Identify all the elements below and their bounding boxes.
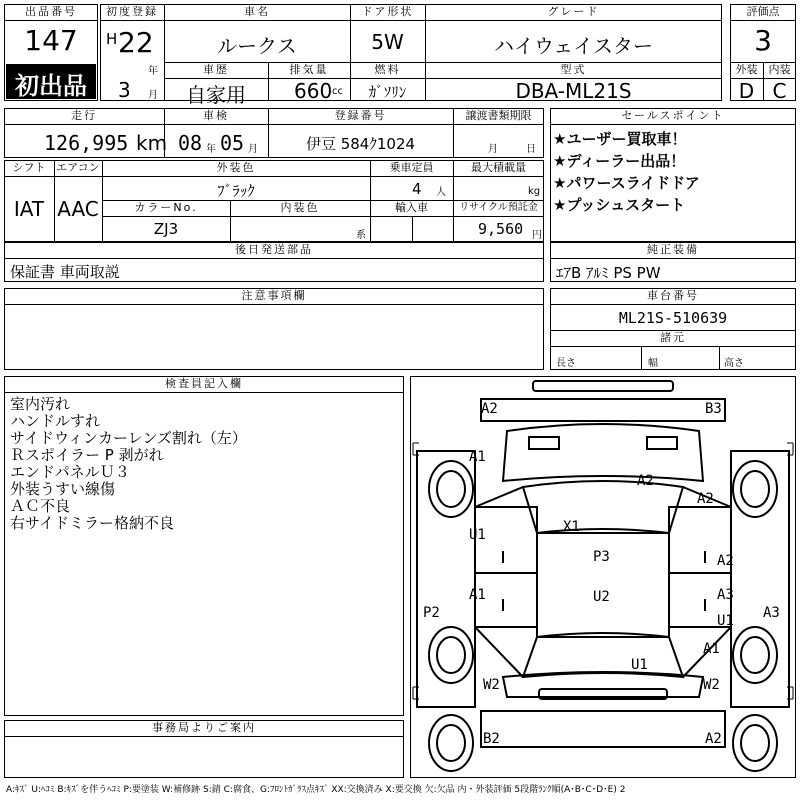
chassis-number: ML21S-510639: [618, 309, 728, 327]
score-label: 評価点: [746, 5, 780, 18]
damage-right-rear-quarter: A1: [703, 641, 720, 657]
color-number: ZJ3: [153, 220, 179, 238]
selling-point: ★パワースライドドア: [553, 174, 700, 192]
displacement-label: 排気量: [289, 63, 329, 76]
dimensions-label: 諸元: [660, 331, 686, 344]
door-type-label: ドア形状: [361, 5, 414, 18]
exterior-color-label: 外装色: [216, 161, 256, 174]
damage-rear-right: A2: [705, 731, 722, 747]
exterior-grade: D: [738, 79, 755, 103]
inspector-note: ＡＣ不良: [10, 497, 71, 515]
length-label: 長さ: [556, 358, 576, 369]
registration-month-unit: 月: [148, 90, 158, 101]
inspector-note: ハンドルすれ: [10, 412, 101, 430]
damage-front-left: A2: [481, 401, 498, 417]
inspector-note: 右サイドミラー格納不良: [10, 514, 174, 532]
damage-front-right: B3: [705, 401, 722, 417]
transfer-deadline-label: 譲渡書類期限: [465, 109, 532, 122]
transfer-month-unit: 月: [488, 144, 498, 155]
grade-label: グレード: [547, 5, 600, 18]
car-name-label: 車名: [244, 5, 270, 18]
inspection-year: 08: [178, 131, 203, 155]
inspector-note: エンドパネルＵ３: [10, 463, 130, 481]
model-label: 型式: [560, 63, 587, 76]
import-label: 輸入車: [395, 201, 428, 214]
selling-point: ★プッシュスタート: [553, 196, 686, 214]
chassis-number-label: 車台番号: [647, 289, 699, 302]
damage-diagram: [410, 376, 796, 778]
inspector-notes: [10, 396, 247, 532]
damage-left-front-door: U1: [469, 527, 486, 543]
damage-right-rear-wheel: W2: [703, 677, 720, 693]
shift-type: IAT: [13, 197, 45, 221]
fuel: ｶﾞｿﾘﾝ: [368, 83, 407, 101]
first-registration-label: 初度登録: [106, 5, 158, 18]
overall-score: 3: [754, 24, 772, 57]
damage-right-rear-door-bottom: U1: [717, 613, 734, 629]
later-parts-value: 保証書 車両取説: [10, 263, 120, 281]
inspection-month-unit: 月: [248, 144, 258, 155]
transfer-day-unit: 日: [526, 144, 536, 155]
recycle-deposit-label: リサイクル預託金: [459, 202, 538, 213]
damage-hood-right: A2: [637, 473, 654, 489]
caution-label: 注意事項欄: [241, 289, 307, 302]
damage-left-rear-wheel: W2: [483, 677, 500, 693]
damage-windshield: X1: [563, 519, 580, 535]
inspector-note: 外装うすい線傷: [10, 480, 116, 498]
height-label: 高さ: [724, 358, 744, 369]
damage-left-rear-door: A1: [469, 587, 486, 603]
width-label: 幅: [648, 358, 658, 369]
later-parts-label: 後日発送部品: [235, 243, 313, 256]
registration-month: 3: [118, 78, 131, 102]
damage-right-rear-door-top: A3: [717, 587, 734, 603]
aircon-label: エアコン: [56, 161, 100, 174]
max-load-unit: kg: [528, 186, 541, 197]
selling-point: ★ディーラー出品！: [553, 152, 686, 170]
aircon-type: AAC: [57, 197, 99, 221]
lot-number: 147: [24, 24, 78, 57]
interior-grade: C: [772, 79, 787, 103]
interior-color-unit: 系: [356, 230, 366, 241]
displacement: 660: [294, 79, 333, 103]
vehicle-history: 自家用: [186, 83, 246, 107]
inspector-note: 室内汚れ: [10, 395, 71, 413]
damage-legend: A:ｷｽﾞ U:ﾍｺﾐ B:ｷｽﾞを伴うﾍｺﾐ P:要塗装 W:補修跡 S:錆 C:腐食、G:ﾌﾛﾝﾄｶﾞﾗｽ点ｷｽﾞ XX:交換済み X:要交換 欠:欠品 内・外装評価 5段階ﾗﾝｸ順(A･B･C･D･E) 2: [6, 785, 626, 795]
seating-capacity-unit: 人: [436, 187, 446, 198]
inspection-year-unit: 年: [206, 144, 216, 155]
capacity-label: 乗車定員: [389, 161, 434, 174]
max-load-label: 最大積載量: [471, 161, 526, 174]
fuel-label: 燃料: [374, 63, 401, 76]
damage-left-side: P2: [423, 605, 440, 621]
damage-rear-left: B2: [483, 731, 500, 747]
car-outline: [411, 377, 795, 777]
registration-plate: 伊豆 584ｸ1024: [305, 135, 416, 153]
selling-points-label: セールスポイント: [621, 109, 725, 122]
displacement-unit: cc: [332, 86, 343, 97]
exterior-label: 外装: [735, 63, 758, 76]
lot-number-label: 出品番号: [25, 5, 77, 18]
mileage: 126,995: [44, 131, 129, 155]
selling-point: ★ユーザー買取車！: [553, 130, 687, 148]
inspection-label: 車検: [203, 109, 229, 122]
damage-hood-left: A1: [469, 449, 486, 465]
interior-label: 内装: [768, 63, 791, 76]
inspector-note: サイドウィンカーレンズ割れ（左）: [10, 429, 247, 447]
recycle-deposit: 9,560: [478, 220, 524, 238]
damage-right-front-door: A2: [717, 553, 734, 569]
car-name: ルークス: [217, 34, 297, 58]
mileage-label: 走行: [71, 109, 97, 122]
exterior-color: ﾌﾞﾗｯｸ: [217, 182, 255, 200]
recycle-deposit-unit: 円: [532, 230, 542, 241]
era: H: [106, 30, 118, 48]
inspector-note: Ｒスポイラー P 剥がれ: [10, 446, 164, 464]
office-label: 事務局よりご案内: [152, 721, 256, 734]
plate-label: 登録番号: [334, 109, 387, 122]
mileage-unit: km: [136, 131, 168, 155]
equipment-label: 純正装備: [647, 243, 699, 256]
registration-year: 22: [118, 26, 154, 59]
grade: ハイウェイスター: [494, 34, 653, 58]
inspector-label: 検査員記入欄: [165, 377, 243, 390]
damage-rear-glass: U1: [631, 657, 648, 673]
equipment-value: ｴｱB ｱﾙﾐ PS PW: [556, 264, 661, 282]
seating-capacity: 4: [412, 180, 422, 198]
history-label: 車歴: [203, 63, 229, 76]
model-code: DBA-ML21S: [515, 79, 632, 103]
color-number-label: カラーNo.: [134, 201, 198, 214]
interior-color-label: 内装色: [280, 201, 320, 214]
shift-label: シフト: [12, 161, 46, 174]
first-listing-label: 初出品: [15, 72, 87, 100]
registration-year-unit: 年: [148, 66, 158, 77]
door-type: 5W: [371, 30, 404, 54]
inspection-month: 05: [220, 131, 245, 155]
damage-roof: P3: [593, 549, 610, 565]
selling-points-list: [553, 128, 700, 216]
damage-rear-center: U2: [593, 589, 610, 605]
damage-right-fender: A2: [697, 491, 714, 507]
damage-right-side: A3: [763, 605, 780, 621]
